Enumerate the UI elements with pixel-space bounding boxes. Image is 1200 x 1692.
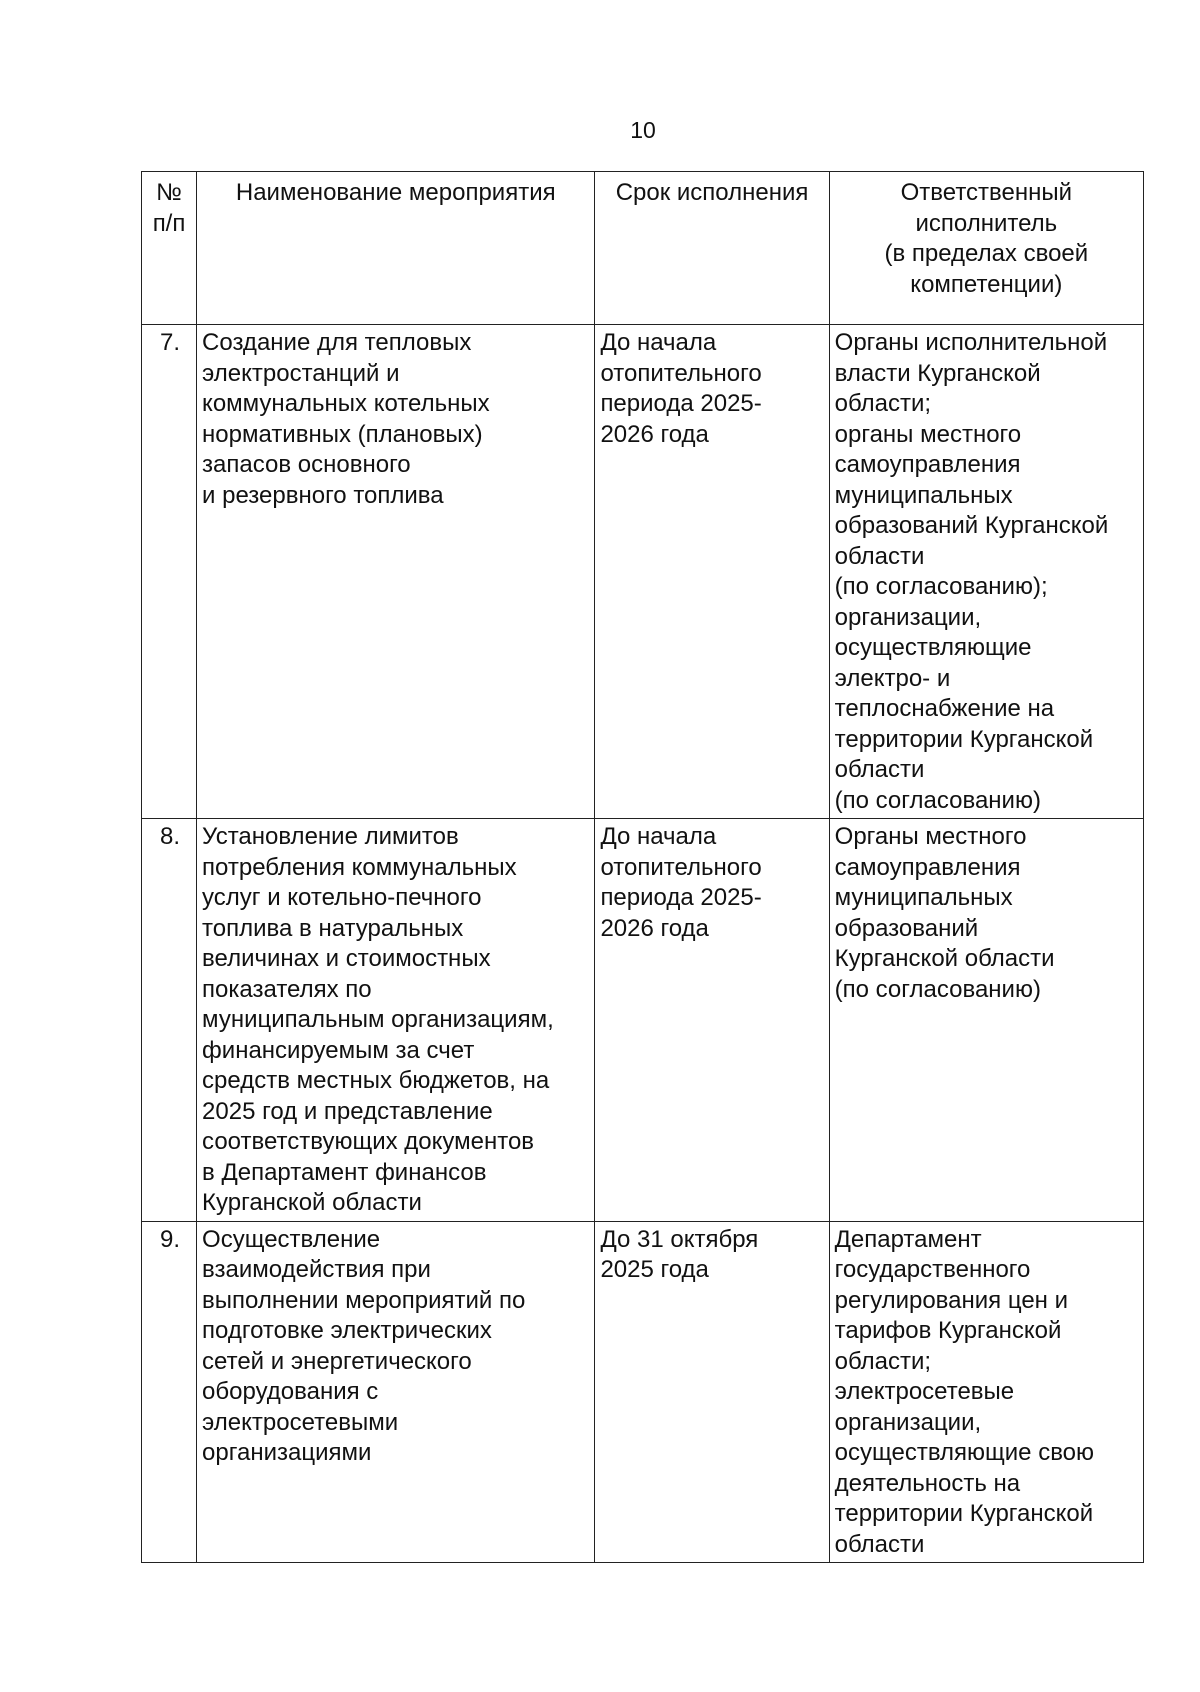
activity-name-line: Установление лимитов [202, 823, 459, 850]
deadline-line: отопительного [600, 359, 762, 387]
responsible-line: самоуправления [834, 853, 1021, 881]
responsible-line: области [834, 1530, 925, 1558]
deadline-cell [595, 325, 829, 819]
activity-name-line: в Департамент финансов [202, 1158, 487, 1186]
deadline-line: 2026 года [600, 420, 709, 448]
responsible-line: электро- и [834, 664, 951, 692]
activity-name-line: подготовке электрических [202, 1317, 492, 1344]
row-number: 7. [160, 329, 181, 356]
activity-name-line: электросетевыми [202, 1408, 399, 1436]
deadline-line: 2026 года [600, 914, 709, 942]
row-number: 9. [160, 1225, 181, 1253]
activity-name-line: и резервного топлива [202, 481, 444, 509]
activity-name-line: потребления коммунальных [202, 853, 517, 881]
header-number-line: № [156, 179, 182, 206]
responsible-line: территории Курганской [834, 725, 1094, 753]
responsible-line: Органы местного [834, 823, 1027, 850]
responsible-cell [829, 1221, 1143, 1563]
activity-name-line: топлива в натуральных [202, 914, 464, 942]
row-number: 8. [160, 823, 181, 850]
activity-name-line: коммунальных котельных [202, 390, 490, 417]
responsible-line: тарифов Курганской [834, 1317, 1062, 1344]
responsible-line: территории Курганской [834, 1500, 1094, 1527]
responsible-line: образований [834, 914, 979, 942]
responsible-line: организации, [834, 603, 982, 631]
activities-table [141, 171, 1144, 1563]
responsible-line: области [834, 756, 925, 783]
responsible-line: (по согласованию); [834, 573, 1048, 600]
activity-name-line: финансируемым за счет [202, 1036, 475, 1064]
responsible-cell [829, 325, 1143, 819]
header-activity-name [197, 172, 595, 325]
responsible-line: Органы исполнительной [834, 329, 1108, 356]
responsible-line: образований Курганской [834, 512, 1109, 539]
activity-name-cell [197, 1221, 595, 1563]
header-deadline [595, 172, 829, 325]
activity-name-line: показателях по [202, 975, 372, 1003]
activity-name-cell [197, 325, 595, 819]
table-row [142, 819, 1144, 1222]
activity-name-line: сетей и энергетического [202, 1347, 472, 1375]
activity-name-line: услуг и котельно-печного [202, 884, 482, 911]
row-number-cell [142, 1221, 197, 1563]
activity-name-line: оборудования с [202, 1378, 379, 1405]
activity-name-line: Осуществление [202, 1225, 381, 1253]
responsible-line: власти Курганской [834, 359, 1041, 387]
activities-table-body [142, 172, 1144, 1563]
header-responsible-line: (в пределах своей [884, 240, 1089, 267]
responsible-line: муниципальных [834, 884, 1013, 911]
header-number [142, 172, 197, 325]
responsible-line: теплоснабжение на [834, 695, 1055, 722]
responsible-line: области; [834, 1347, 932, 1375]
activity-name-line: средств местных бюджетов, на [202, 1067, 550, 1094]
activity-name-line: 2025 год и представление [202, 1097, 493, 1125]
activity-name-line: нормативных (плановых) [202, 420, 483, 448]
responsible-line: осуществляющие свою [834, 1439, 1095, 1466]
responsible-line: (по согласованию) [834, 786, 1041, 814]
responsible-line: области [834, 542, 925, 570]
deadline-line: До начала [600, 823, 717, 850]
deadline-line: До 31 октября [600, 1225, 759, 1253]
row-number-cell [142, 819, 197, 1222]
deadline-line: периода 2025- [600, 884, 762, 911]
responsible-line: органы местного [834, 420, 1022, 448]
activity-name-cell [197, 819, 595, 1222]
activity-name-line: организациями [202, 1439, 372, 1466]
responsible-cell [829, 819, 1143, 1222]
responsible-line: муниципальных [834, 481, 1013, 509]
activity-name-line: Создание для тепловых [202, 329, 472, 356]
deadline-line: периода 2025- [600, 390, 762, 417]
responsible-line: Курганской области [834, 945, 1055, 972]
responsible-line: государственного [834, 1256, 1031, 1283]
deadline-cell [595, 819, 829, 1222]
responsible-line: осуществляющие [834, 634, 1032, 661]
header-responsible-line: исполнитель [915, 209, 1058, 237]
header-deadline-line: Срок исполнения [615, 179, 809, 206]
responsible-line: электросетевые [834, 1378, 1015, 1405]
deadline-line: До начала [600, 329, 717, 356]
responsible-line: самоуправления [834, 451, 1021, 478]
table-row [142, 1221, 1144, 1563]
responsible-line: области; [834, 390, 932, 417]
deadline-cell [595, 1221, 829, 1563]
table-row [142, 325, 1144, 819]
row-number-cell [142, 325, 197, 819]
page-number: 10 [630, 117, 656, 143]
header-activity-name-line: Наименование мероприятия [235, 179, 556, 206]
header-responsible-line: компетенции) [910, 270, 1063, 298]
table-header-row [142, 172, 1144, 325]
activity-name-line: муниципальным организациям, [202, 1006, 554, 1033]
activity-name-line: запасов основного [202, 451, 411, 478]
activity-name-line: величинах и стоимостных [202, 945, 491, 972]
deadline-line: 2025 года [600, 1256, 709, 1283]
responsible-line: организации, [834, 1408, 982, 1436]
header-responsible [829, 172, 1143, 325]
activity-name-line: Курганской области [202, 1189, 422, 1216]
responsible-line: (по согласованию) [834, 975, 1041, 1003]
responsible-line: регулирования цен и [834, 1286, 1068, 1314]
activity-name-line: соответствующих документов [202, 1128, 535, 1155]
activity-name-line: электростанций и [202, 359, 400, 387]
activity-name-line: выполнении мероприятий по [202, 1286, 526, 1314]
activity-name-line: взаимодействия при [202, 1256, 431, 1283]
header-responsible-line: Ответственный [900, 179, 1073, 206]
header-number-line: п/п [152, 209, 186, 237]
deadline-line: отопительного [600, 853, 762, 881]
responsible-line: деятельность на [834, 1469, 1021, 1497]
responsible-line: Департамент [834, 1225, 982, 1253]
